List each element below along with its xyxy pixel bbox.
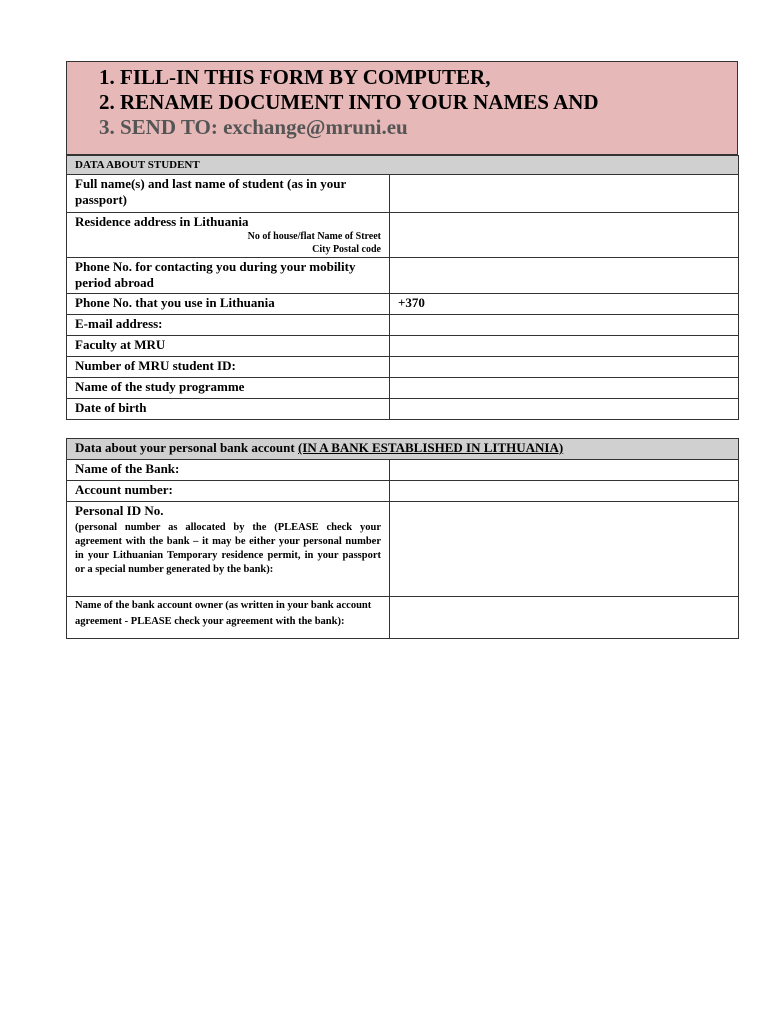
table-row: [67, 315, 739, 336]
account-number-field[interactable]: [390, 481, 739, 502]
section-header-bank: [67, 439, 739, 460]
table-row: [67, 213, 739, 258]
student-id-field[interactable]: [390, 357, 739, 378]
section-title-student: DATA ABOUT STUDENT: [67, 156, 739, 175]
table-row: [67, 399, 739, 420]
table-row: [67, 502, 739, 597]
personal-id-note: (personal number as allocated by the (PLEASE check your agreement with the bank – it may be either your personal number in your Lithuanian Temporary residence permit, in your passport or a special number generated by the bank):: [75, 522, 381, 575]
section-title-bank: [67, 439, 739, 460]
contact-email[interactable]: exchange@mruni.eu: [223, 115, 408, 139]
personal-id-label-cell: [67, 502, 390, 597]
instruction-line-1: 1. FILL-IN THIS FORM BY COMPUTER,: [99, 65, 491, 89]
full-name-label: Full name(s) and last name of student (as in your passport): [67, 175, 390, 213]
table-row: [67, 294, 739, 315]
address-sublabel-2: City Postal code: [312, 244, 381, 255]
programme-label: Name of the study programme: [67, 378, 390, 399]
dob-field[interactable]: [390, 399, 739, 420]
table-row: [67, 258, 739, 294]
instructions-banner: [66, 61, 738, 155]
table-row: [67, 460, 739, 481]
account-owner-label: Name of the bank account owner (as written in your bank account agreement - PLEASE check your agreement with the bank):: [67, 597, 390, 639]
phone-lt-label: Phone No. that you use in Lithuania: [67, 294, 390, 315]
account-number-label: Account number:: [67, 481, 390, 502]
instruction-line-3: [99, 115, 408, 139]
bank-data-table: [66, 438, 739, 639]
programme-field[interactable]: [390, 378, 739, 399]
table-row: [67, 175, 739, 213]
phone-lt-field[interactable]: +370: [390, 294, 739, 315]
address-label-cell: [67, 213, 390, 258]
email-field[interactable]: [390, 315, 739, 336]
section-title-bank-emphasis: (IN A BANK ESTABLISHED IN LITHUANIA): [297, 440, 564, 455]
faculty-label: Faculty at MRU: [67, 336, 390, 357]
student-data-table: [66, 155, 739, 420]
table-row: [67, 378, 739, 399]
phone-abroad-field[interactable]: [390, 258, 739, 294]
personal-id-label: Personal ID No.: [75, 503, 164, 518]
section-header-student: [67, 156, 739, 175]
instruction-line-3-prefix: 3. SEND TO:: [99, 115, 224, 139]
section-title-bank-prefix: Data about your personal bank account: [75, 440, 298, 455]
instruction-line-2: 2. RENAME DOCUMENT INTO YOUR NAMES AND: [99, 90, 599, 114]
personal-id-field[interactable]: [390, 502, 739, 597]
phone-abroad-label: Phone No. for contacting you during your mobility period abroad: [67, 258, 390, 294]
email-label: E-mail address:: [67, 315, 390, 336]
table-row: [67, 481, 739, 502]
address-field[interactable]: [390, 213, 739, 258]
account-owner-field[interactable]: [390, 597, 739, 639]
address-label: Residence address in Lithuania: [75, 214, 249, 229]
faculty-field[interactable]: [390, 336, 739, 357]
dob-label: Date of birth: [67, 399, 390, 420]
full-name-field[interactable]: [390, 175, 739, 213]
table-row: [67, 597, 739, 639]
table-row: [67, 336, 739, 357]
bank-name-field[interactable]: [390, 460, 739, 481]
student-id-label: Number of MRU student ID:: [67, 357, 390, 378]
table-row: [67, 357, 739, 378]
address-sublabel-1: No of house/flat Name of Street: [247, 231, 381, 242]
bank-name-label: Name of the Bank:: [67, 460, 390, 481]
